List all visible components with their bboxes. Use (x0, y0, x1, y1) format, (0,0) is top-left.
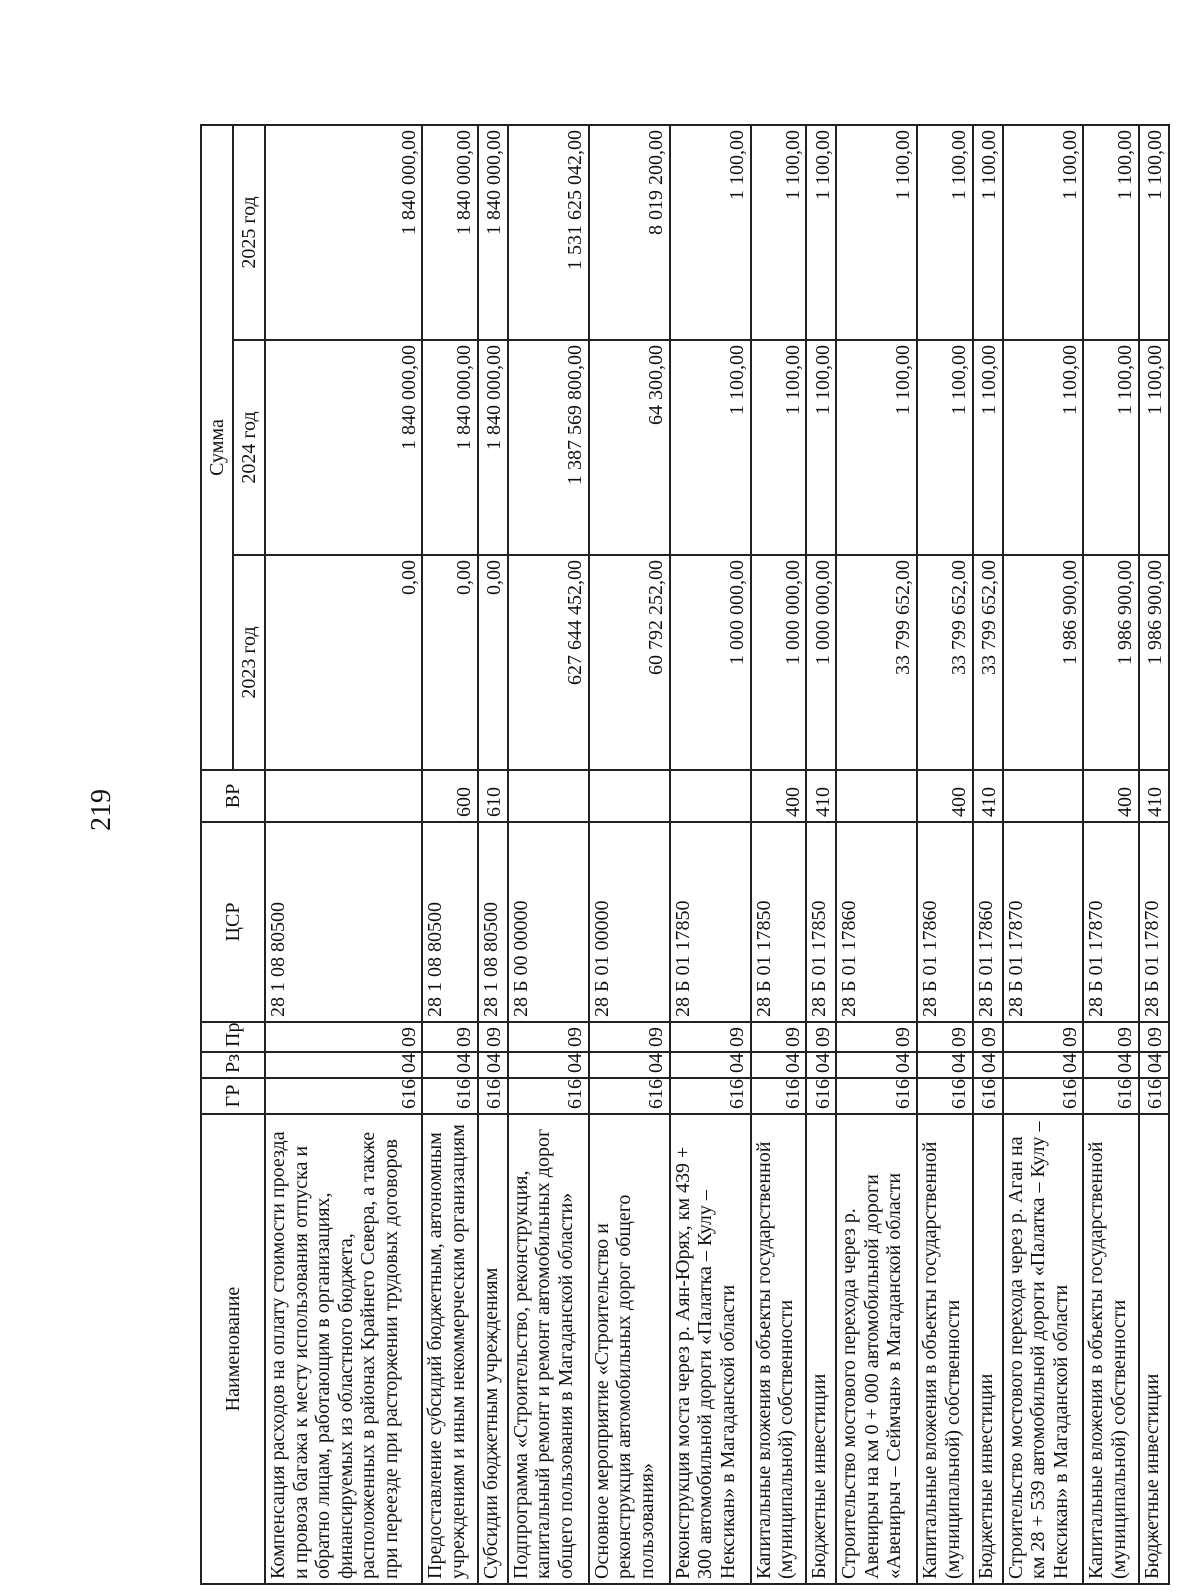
header-row (201, 125, 233, 1584)
row-sum-2025: 1 100,00 (751, 125, 806, 340)
row-sum-2025: 1 100,00 (670, 125, 751, 340)
row-sum-2024: 1 100,00 (836, 340, 917, 555)
row-name: Предоставление субсидий бюджетным, автономным учреждениям и иным некоммерческим организациям (422, 1114, 477, 1584)
row-sum-2024: 64 300,00 (589, 340, 670, 555)
row-pr: 09 (670, 1022, 751, 1052)
row-sum-2025: 1 100,00 (973, 125, 1003, 340)
table-row (1003, 125, 1084, 1584)
row-sum-2024: 1 100,00 (670, 340, 751, 555)
row-csr: 28 Б 01 17850 (670, 822, 751, 1022)
row-sum-2023: 0,00 (265, 555, 422, 770)
row-sum-2024: 1 100,00 (751, 340, 806, 555)
table-row (973, 125, 1003, 1584)
row-name: Строительство мостового перехода через р. Авенирыч на км 0 + 000 автомобильной дороги «Авенирыч – Сеймчан» в Магаданской области (836, 1114, 917, 1584)
row-vr: 410 (806, 770, 836, 822)
row-pr: 09 (265, 1022, 422, 1052)
row-rz: 04 (751, 1052, 806, 1078)
row-gr: 616 (1139, 1078, 1169, 1114)
row-vr: 410 (973, 770, 1003, 822)
row-csr: 28 1 08 80500 (265, 822, 422, 1022)
table-row (751, 125, 806, 1584)
row-sum-2025: 1 100,00 (917, 125, 972, 340)
row-csr: 28 Б 01 17860 (917, 822, 972, 1022)
row-sum-2024: 1 840 000,00 (478, 340, 508, 555)
row-pr: 09 (806, 1022, 836, 1052)
row-name: Компенсация расходов на оплату стоимости проезда и провоза багажа к месту использования отпуска и обратно лицам, работающим в организациях, финансируемых из областного бюджета, расположенных в районах Крайнего Севера, а также при переезде при расторжении трудовых договоров (265, 1114, 422, 1584)
row-name: Основное мероприятие «Строительство и реконструкция автомобильных дорог общего пользования» (589, 1114, 670, 1584)
row-rz: 04 (422, 1052, 477, 1078)
row-sum-2025: 1 531 625 042,00 (508, 125, 589, 340)
row-pr: 09 (589, 1022, 670, 1052)
row-rz: 04 (589, 1052, 670, 1078)
row-gr: 616 (806, 1078, 836, 1114)
row-csr: 28 1 08 80500 (478, 822, 508, 1022)
row-sum-2025: 1 840 000,00 (422, 125, 477, 340)
row-sum-2025: 8 019 200,00 (589, 125, 670, 340)
row-pr: 09 (751, 1022, 806, 1052)
row-vr: 600 (422, 770, 477, 822)
row-csr: 28 Б 00 00000 (508, 822, 589, 1022)
row-pr: 09 (1083, 1022, 1138, 1052)
row-pr: 09 (836, 1022, 917, 1052)
row-gr: 616 (670, 1078, 751, 1114)
row-gr: 616 (751, 1078, 806, 1114)
row-rz: 04 (1003, 1052, 1084, 1078)
row-sum-2025: 1 100,00 (1083, 125, 1138, 340)
row-sum-2024: 1 100,00 (1139, 340, 1169, 555)
row-rz: 04 (478, 1052, 508, 1078)
row-csr: 28 Б 01 17850 (806, 822, 836, 1022)
row-vr: 400 (917, 770, 972, 822)
row-sum-2023: 33 799 652,00 (973, 555, 1003, 770)
row-pr: 09 (422, 1022, 477, 1052)
row-pr: 09 (1139, 1022, 1169, 1052)
header-csr: ЦСР (201, 822, 265, 1022)
table-body (265, 125, 1169, 1584)
row-rz: 04 (917, 1052, 972, 1078)
header-2025: 2025 год (233, 125, 265, 340)
row-sum-2024: 1 100,00 (1083, 340, 1138, 555)
row-sum-2023: 1 000 000,00 (670, 555, 751, 770)
row-csr: 28 Б 01 00000 (589, 822, 670, 1022)
row-sum-2023: 0,00 (422, 555, 477, 770)
row-csr: 28 Б 01 17860 (973, 822, 1003, 1022)
row-gr: 616 (917, 1078, 972, 1114)
row-sum-2025: 1 100,00 (806, 125, 836, 340)
row-vr (670, 770, 751, 822)
header-gr: ГР (201, 1078, 265, 1114)
row-pr: 09 (508, 1022, 589, 1052)
table-row (422, 125, 477, 1584)
header-sum: Сумма (201, 125, 233, 770)
row-gr: 616 (508, 1078, 589, 1114)
row-name: Капитальные вложения в объекты государственной (муниципальной) собственности (917, 1114, 972, 1584)
row-sum-2023: 33 799 652,00 (917, 555, 972, 770)
row-sum-2024: 1 840 000,00 (422, 340, 477, 555)
row-sum-2023: 1 986 900,00 (1003, 555, 1084, 770)
row-gr: 616 (836, 1078, 917, 1114)
row-pr: 09 (1003, 1022, 1084, 1052)
row-sum-2025: 1 840 000,00 (478, 125, 508, 340)
row-gr: 616 (1003, 1078, 1084, 1114)
table-row (670, 125, 751, 1584)
budget-table (200, 124, 1170, 1585)
row-sum-2024: 1 100,00 (806, 340, 836, 555)
row-gr: 616 (1083, 1078, 1138, 1114)
row-vr (1003, 770, 1084, 822)
row-name: Строительство мостового перехода через р. Аган на км 28 + 539 автомобильной дороги «Палатка – Кулу – Нексикан» в Магаданской области (1003, 1114, 1084, 1584)
row-csr: 28 Б 01 17860 (836, 822, 917, 1022)
row-name: Капитальные вложения в объекты государственной (муниципальной) собственности (751, 1114, 806, 1584)
row-vr (836, 770, 917, 822)
row-sum-2024: 1 100,00 (973, 340, 1003, 555)
page-number: 219 (86, 789, 117, 831)
header-2023: 2023 год (233, 555, 265, 770)
row-vr: 400 (1083, 770, 1138, 822)
row-csr: 28 Б 01 17870 (1083, 822, 1138, 1022)
row-gr: 616 (973, 1078, 1003, 1114)
table-row (1083, 125, 1138, 1584)
row-sum-2023: 627 644 452,00 (508, 555, 589, 770)
row-rz: 04 (973, 1052, 1003, 1078)
table-row (589, 125, 670, 1584)
row-csr: 28 Б 01 17870 (1139, 822, 1169, 1022)
rotated-table-wrapper (200, 125, 1170, 1585)
row-gr: 616 (589, 1078, 670, 1114)
row-rz: 04 (1083, 1052, 1138, 1078)
row-sum-2025: 1 100,00 (1003, 125, 1084, 340)
row-gr: 616 (422, 1078, 477, 1114)
header-pr: Пр (201, 1022, 265, 1052)
row-sum-2023: 33 799 652,00 (836, 555, 917, 770)
row-gr: 616 (478, 1078, 508, 1114)
row-name: Бюджетные инвестиции (1139, 1114, 1169, 1584)
row-pr: 09 (917, 1022, 972, 1052)
row-vr: 400 (751, 770, 806, 822)
table-row (917, 125, 972, 1584)
row-name: Бюджетные инвестиции (973, 1114, 1003, 1584)
row-pr: 09 (973, 1022, 1003, 1052)
table-row (1139, 125, 1169, 1584)
row-sum-2024: 1 100,00 (1003, 340, 1084, 555)
row-sum-2023: 1 986 900,00 (1083, 555, 1138, 770)
row-vr (265, 770, 422, 822)
header-vr: ВР (201, 770, 265, 822)
row-csr: 28 Б 01 17870 (1003, 822, 1084, 1022)
table-row (265, 125, 422, 1584)
row-name: Бюджетные инвестиции (806, 1114, 836, 1584)
row-sum-2023: 60 792 252,00 (589, 555, 670, 770)
row-sum-2024: 1 840 000,00 (265, 340, 422, 555)
table-row (836, 125, 917, 1584)
table-row (508, 125, 589, 1584)
row-name: Подпрограмма «Строительство, реконструкция, капитальный ремонт и ремонт автомобильных дорог общего пользования в Магаданской области» (508, 1114, 589, 1584)
header-2024: 2024 год (233, 340, 265, 555)
row-name: Капитальные вложения в объекты государственной (муниципальной) собственности (1083, 1114, 1138, 1584)
row-vr: 610 (478, 770, 508, 822)
header-rz: Рз (201, 1052, 265, 1078)
row-csr: 28 Б 01 17850 (751, 822, 806, 1022)
row-sum-2023: 0,00 (478, 555, 508, 770)
row-sum-2023: 1 986 900,00 (1139, 555, 1169, 770)
row-sum-2024: 1 387 569 800,00 (508, 340, 589, 555)
row-rz: 04 (670, 1052, 751, 1078)
row-csr: 28 1 08 80500 (422, 822, 477, 1022)
row-vr: 410 (1139, 770, 1169, 822)
table-row (478, 125, 508, 1584)
row-name: Субсидии бюджетным учреждениям (478, 1114, 508, 1584)
row-pr: 09 (478, 1022, 508, 1052)
row-vr (508, 770, 589, 822)
table-row (806, 125, 836, 1584)
row-rz: 04 (508, 1052, 589, 1078)
row-gr: 616 (265, 1078, 422, 1114)
row-vr (589, 770, 670, 822)
row-sum-2024: 1 100,00 (917, 340, 972, 555)
row-name: Реконструкция моста через р. Аян-Юрях, км 439 + 300 автомобильной дороги «Палатка – Кулу – Нексикан» в Магаданской области (670, 1114, 751, 1584)
row-rz: 04 (265, 1052, 422, 1078)
row-sum-2025: 1 100,00 (1139, 125, 1169, 340)
header-name: Наименование (201, 1114, 265, 1584)
row-sum-2025: 1 100,00 (836, 125, 917, 340)
row-rz: 04 (1139, 1052, 1169, 1078)
row-sum-2025: 1 840 000,00 (265, 125, 422, 340)
row-rz: 04 (806, 1052, 836, 1078)
row-rz: 04 (836, 1052, 917, 1078)
row-sum-2023: 1 000 000,00 (751, 555, 806, 770)
row-sum-2023: 1 000 000,00 (806, 555, 836, 770)
